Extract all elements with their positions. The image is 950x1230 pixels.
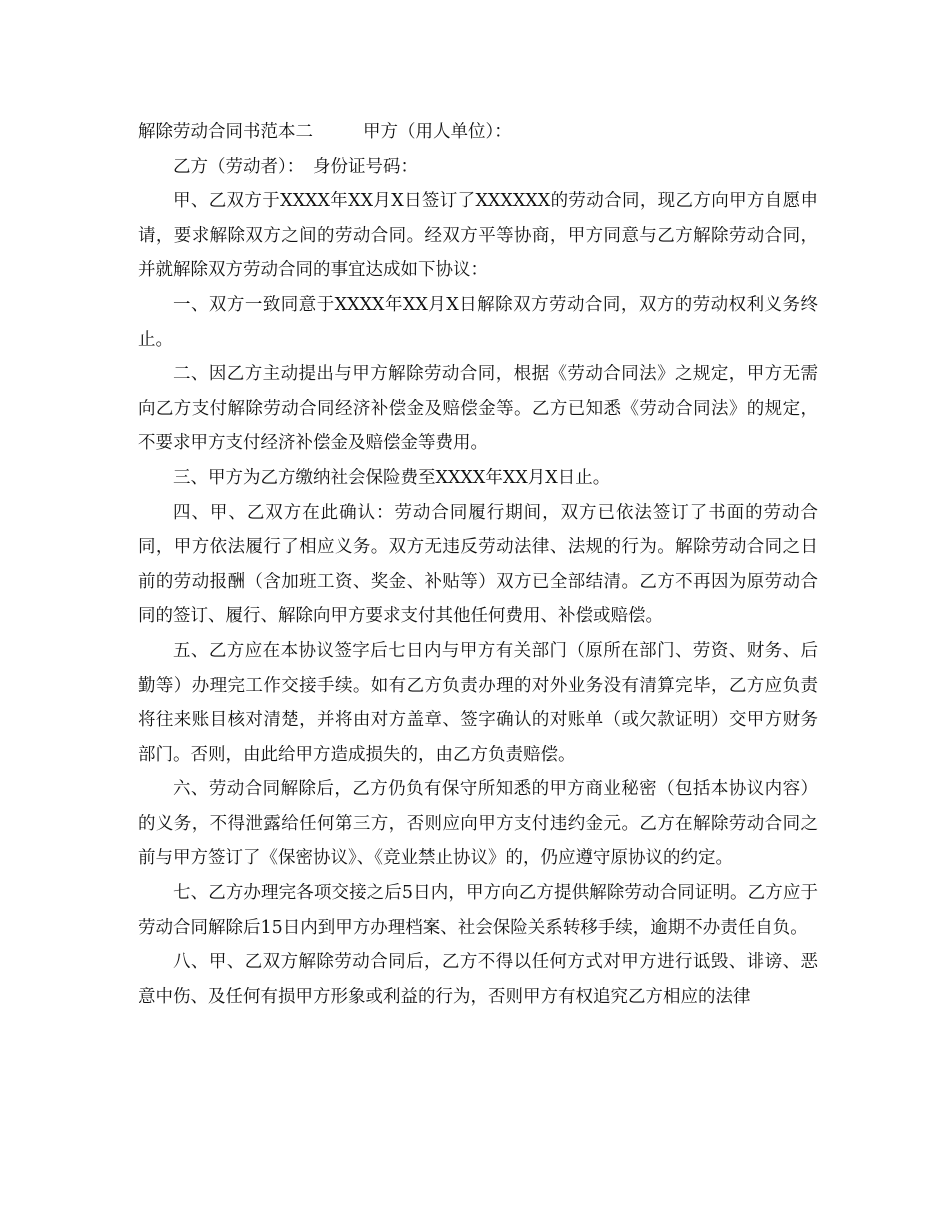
document-title: 解除劳动合同书范本二 <box>138 122 313 142</box>
paragraph-clause-6: 六、劳动合同解除后，乙方仍负有保守所知悉的甲方商业秘密（包括本协议内容）的义务，不得泄露给任何第三方，否则应向甲方支付违约金元。乙方在解除劳动合同之前与甲方签订了《保密协议》、《竞业禁止协议》的，仍应遵守原协议的约定。 <box>138 779 818 869</box>
paragraph-clause-4: 四、甲、乙双方在此确认：劳动合同履行期间，双方已依法签订了书面的劳动合同，甲方依法履行了相应义务。双方无违反劳动法律、法规的行为。解除劳动合同之日前的劳动报酬（含加班工资、奖金、补贴等）双方已全部结清。乙方不再因为原劳动合同的签订、履行、解除向甲方要求支付其他任何费用、补偿或赔偿。 <box>138 502 818 627</box>
paragraph-clause-1: 一、双方一致同意于XXXX年XX月X日解除双方劳动合同，双方的劳动权利义务终止。 <box>138 294 818 350</box>
paragraph-clause-5: 五、乙方应在本协议签字后七日内与甲方有关部门（原所在部门、劳资、财务、后勤等）办理完工作交接手续。如有乙方负责办理的对外业务没有清算完毕，乙方应负责将往来账目核对清楚，并将由对方盖章、签字确认的对账单（或欠款证明）交甲方财务部门。否则，由此给甲方造成损失的，由乙方负责赔偿。 <box>138 640 818 765</box>
paragraph-clause-3: 三、甲方为乙方缴纳社会保险费至XXXX年XX月X日止。 <box>173 467 611 488</box>
party-b-line: 乙方（劳动者）： 身份证号码： <box>173 156 418 177</box>
paragraph-clause-2: 二、因乙方主动提出与甲方解除劳动合同，根据《劳动合同法》之规定，甲方无需向乙方支付解除劳动合同经济补偿金及赔偿金等。乙方已知悉《劳动合同法》的规定，不要求甲方支付经济补偿金及赔偿金等费用。 <box>138 364 818 454</box>
paragraph-clause-7: 七、乙方办理完各项交接之后5日内，甲方向乙方提供解除劳动合同证明。乙方应于劳动合同解除后15日内到甲方办理档案、社会保险关系转移手续，逾期不办责任自负。 <box>138 883 818 938</box>
document-header-line <box>138 115 818 150</box>
paragraph-clause-8: 八、甲、乙双方解除劳动合同后，乙方不得以任何方式对甲方进行诋毁、诽谤、恶意中伤、及任何有损甲方形象或利益的行为，否则甲方有权追究乙方相应的法律 <box>138 952 818 1007</box>
document-body <box>138 115 818 1014</box>
party-a-label: 甲方（用人单位）： <box>363 122 512 142</box>
paragraph-intro: 甲、乙双方于XXXX年XX月X日签订了XXXXXX的劳动合同，现乙方向甲方自愿申请，要求解除双方之间的劳动合同。经双方平等协商，甲方同意与乙方解除劳动合同，并就解除双方劳动合同的事宜达成如下协议： <box>138 191 818 281</box>
